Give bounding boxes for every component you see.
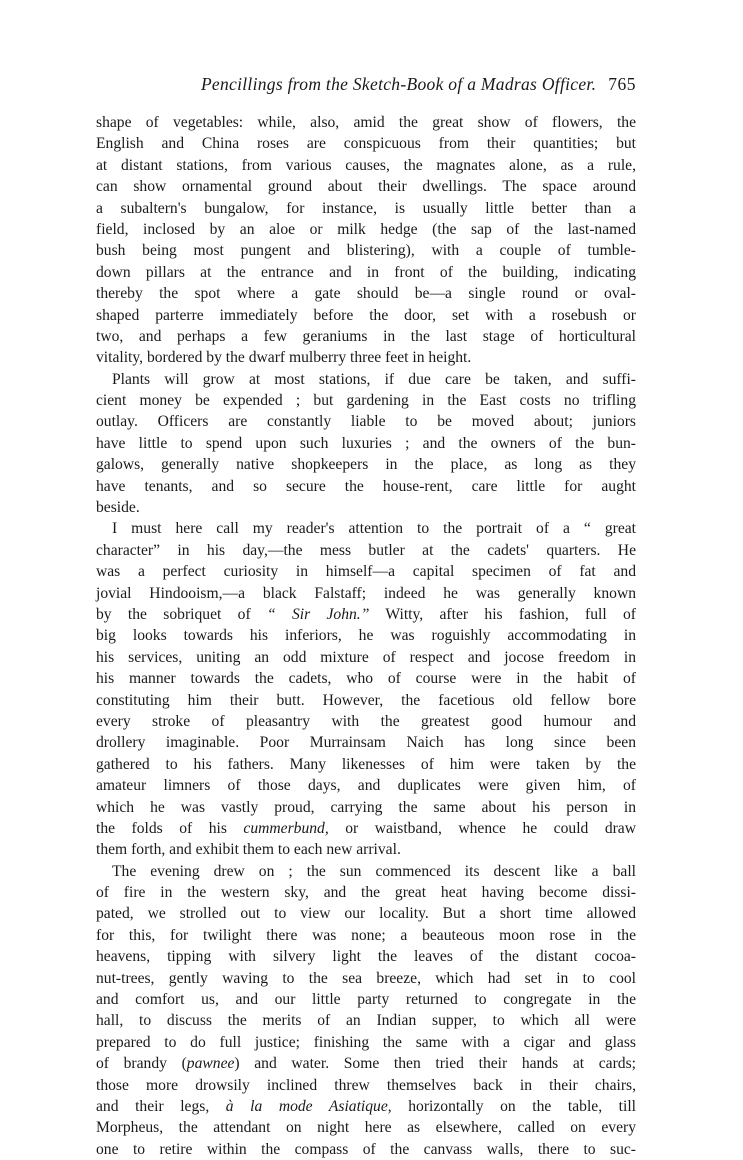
- text-line: I must here call my reader's attention to the portrait of a “ great: [112, 520, 636, 538]
- text-line: can show ornamental ground about their dwellings. The space around: [96, 178, 636, 196]
- text-line: beside.: [96, 499, 140, 517]
- text-line: The evening drew on ; the sun commenced its descent like a ball: [112, 862, 636, 880]
- italic-phrase: à la mode Asiatique,: [225, 1097, 392, 1115]
- text-run: or waistband, whence he could draw: [328, 819, 636, 837]
- text-line: and comfort us, and our little party returned to congregate in the: [96, 991, 636, 1009]
- text-line: [96, 818, 636, 839]
- text-run: of brandy (: [96, 1055, 187, 1073]
- text-run: Witty, after his fashion, full of: [369, 605, 637, 623]
- text-line: outlay. Officers are constantly liable to be moved about; juniors: [96, 413, 636, 431]
- text-line: bush being most pungent and blistering), with a couple of tumble-: [96, 242, 636, 260]
- text-line: [96, 604, 636, 625]
- text-line: every stroke of pleasantry with the greatest good humour and: [96, 712, 636, 730]
- text-line: big looks towards his inferiors, he was roguishly accommodating in: [96, 627, 636, 645]
- book-page: [96, 72, 636, 1160]
- text-run: by the sobriquet of: [96, 605, 267, 623]
- text-line: cient money be expended ; but gardening in the East costs no trifling: [96, 392, 636, 410]
- text-line: of fire in the western sky, and the great heat having become dissi-: [96, 884, 636, 902]
- text-line: Morpheus, the attendant on night here as elsewhere, called on every: [96, 1119, 636, 1137]
- text-run: ) and water. Some then tried their hands at cards;: [234, 1055, 636, 1073]
- text-line: gathered to his fathers. Many likenesses of him were taken by the: [96, 755, 636, 773]
- text-line: prepared to do full justice; finishing the same with a cigar and glass: [96, 1033, 636, 1051]
- text-run: and their legs,: [96, 1097, 226, 1115]
- text-line: pated, we strolled out to view our locality. But a short time allowed: [96, 905, 636, 923]
- text-line: jovial Hindooism,—a black Falstaff; indeed he was generally known: [96, 584, 636, 602]
- paragraph-3: [96, 518, 636, 860]
- text-run: horizontally on the table, till: [391, 1097, 636, 1115]
- page-number: 765: [608, 74, 636, 94]
- text-line: vitality, bordered by the dwarf mulberry three feet in height.: [96, 349, 472, 367]
- paragraph-4: [96, 861, 636, 1160]
- running-head: [96, 72, 636, 112]
- text-line: at distant stations, from various causes, the magnates alone, as a rule,: [96, 156, 636, 174]
- text-line: amateur limners of those days, and duplicates were given him, of: [96, 777, 636, 795]
- text-line: which he was vastly proud, carrying the same about his person in: [96, 798, 636, 816]
- text-line: a subaltern's bungalow, for instance, is usually little better than a: [96, 199, 636, 217]
- text-line: field, inclosed by an aloe or milk hedge (the sap of the last-named: [96, 220, 636, 238]
- paragraph-1: [96, 112, 636, 369]
- text-line: have little to spend upon such luxuries ; and the owners of the bun-: [96, 434, 636, 452]
- text-line: English and China roses are conspicuous from their quantities; but: [96, 135, 636, 153]
- text-line: [96, 1096, 636, 1117]
- text-line: have tenants, and so secure the house-rent, care little for aught: [96, 477, 636, 495]
- text-line: his manner towards the cadets, who of course were in the habit of: [96, 670, 636, 688]
- text-line: drollery imaginable. Poor Murrainsam Naich has long since been: [96, 734, 636, 752]
- text-line: two, and perhaps a few geraniums in the last stage of horticultural: [96, 327, 636, 345]
- text-line: shaped parterre immediately before the door, set with a rosebush or: [96, 306, 636, 324]
- text-line: constituting him their butt. However, the facetious old fellow bore: [96, 691, 636, 709]
- text-line: [96, 1053, 636, 1074]
- text-line: character” in his day,—the mess butler at the cadets' quarters. He: [96, 541, 636, 559]
- text-run: the folds of his: [96, 819, 244, 837]
- text-line: shape of vegetables: while, also, amid the great show of flowers, the: [96, 114, 636, 131]
- text-line: galows, generally native shopkeepers in the place, as long as they: [96, 456, 636, 474]
- text-line: for this, for twilight there was none; a beauteous moon rose in the: [96, 926, 636, 944]
- text-line: one to retire within the compass of the canvass walls, there to suc-: [96, 1140, 636, 1158]
- paragraph-2: [96, 369, 636, 519]
- text-line: those more drowsily inclined threw themselves back in their chairs,: [96, 1076, 636, 1094]
- text-line: was a perfect curiosity in himself—a capital specimen of fat and: [96, 563, 636, 581]
- text-line: hall, to discuss the merits of an Indian supper, to which all were: [96, 1012, 636, 1030]
- text-line: heavens, tipping with silvery light the leaves of the distant cocoa-: [96, 948, 636, 966]
- text-line: down pillars at the entrance and in front of the building, indicating: [96, 263, 636, 281]
- italic-phrase: pawnee: [186, 1055, 235, 1073]
- text-line: nut-trees, gently waving to the sea breeze, which had set in to cool: [96, 969, 636, 987]
- text-line: Plants will grow at most stations, if due care be taken, and suffi-: [112, 370, 636, 388]
- text-line: them forth, and exhibit them to each new arrival.: [96, 841, 401, 859]
- text-line: thereby the spot where a gate should be—a single round or oval-: [96, 285, 636, 303]
- text-line: his services, uniting an odd mixture of respect and jocose freedom in: [96, 648, 636, 666]
- italic-phrase: “ Sir John.”: [266, 605, 370, 623]
- running-title: Pencillings from the Sketch-Book of a Madras Officer.: [200, 74, 597, 94]
- italic-phrase: cummerbund,: [243, 819, 329, 837]
- body-text: [96, 112, 636, 1160]
